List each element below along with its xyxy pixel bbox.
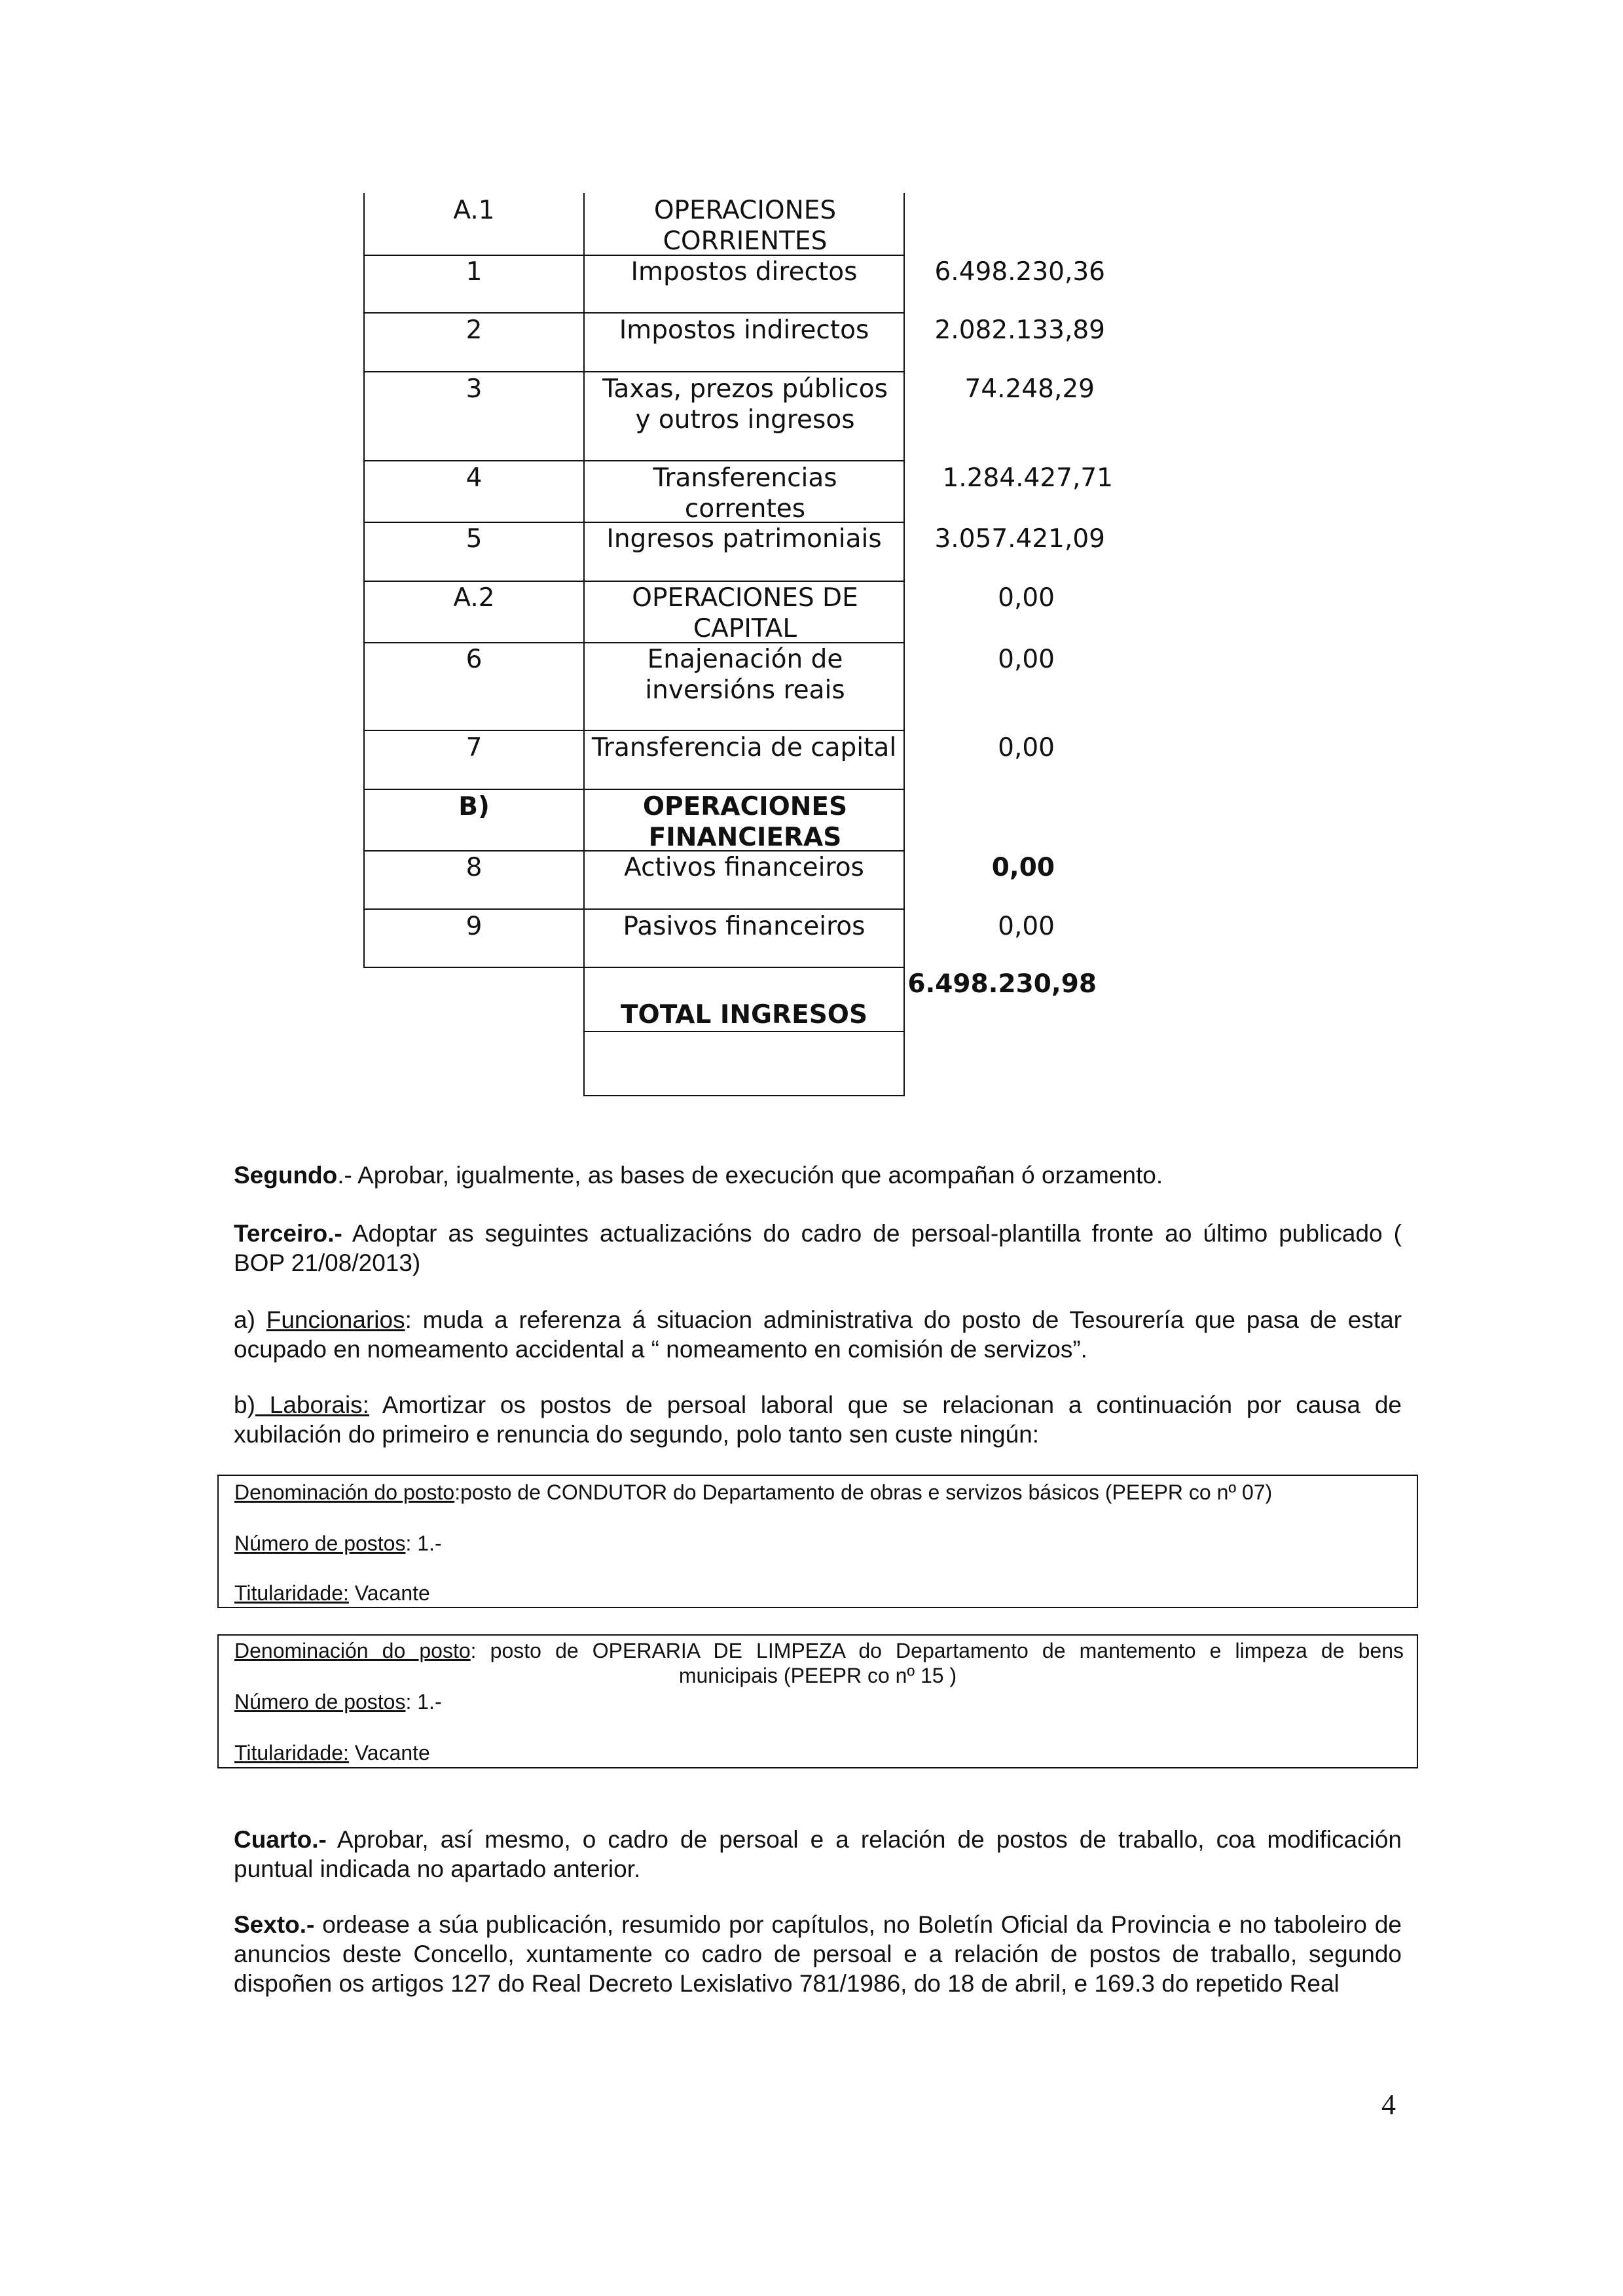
sexto-label: Sexto.- [234, 1911, 315, 1938]
row-amount: 0,00 [998, 733, 1055, 762]
total-label: TOTAL INGRESOS [620, 1000, 868, 1030]
row-code: 5 [465, 524, 483, 554]
post-denomination [234, 1638, 1404, 1663]
row-code: A.2 [453, 583, 495, 613]
row-amount: 3.057.421,09 [934, 524, 1105, 554]
row-concept: Transferencia de capital [591, 733, 897, 762]
row-concept: Ingresos patrimoniais [606, 524, 882, 554]
terceiro-label: Terceiro.- [234, 1220, 342, 1247]
row-amount: 0,00 [998, 583, 1055, 613]
post-denomination-text: :posto de CONDUTOR do Departamento de obras e servizos básicos (PEEPR co nº 07) [454, 1480, 1273, 1504]
row-divider [363, 730, 905, 731]
post-ownership-value: Vacante [348, 1741, 430, 1765]
cuarto-paragraph [234, 1825, 1402, 1884]
row-amount: 0,00 [998, 912, 1055, 941]
row-code: A.1 [453, 196, 495, 225]
funcionarios-paragraph [234, 1305, 1402, 1364]
income-table [0, 0, 1623, 1113]
row-concept: Impostos directos [630, 257, 858, 287]
row-concept: OPERACIONES DE CAPITAL [632, 583, 858, 643]
row-code: 9 [465, 912, 483, 941]
row-divider [363, 460, 905, 461]
funcionarios-label: Funcionarios [266, 1306, 405, 1333]
post-ownership [234, 1581, 430, 1605]
laborais-paragraph [234, 1390, 1402, 1449]
segundo-text: .- Aprobar, igualmente, as bases de execución que acompañan ó orzamento. [337, 1162, 1163, 1189]
post-denomination [234, 1480, 1272, 1505]
row-code: 4 [465, 463, 483, 493]
row-divider [363, 789, 905, 790]
row-code: 8 [465, 853, 483, 882]
segundo-label: Segundo [234, 1162, 338, 1189]
row-divider [363, 581, 905, 582]
cuarto-label: Cuarto.- [234, 1826, 327, 1853]
row-divider [583, 1095, 905, 1096]
row-concept: Transferencias correntes [653, 463, 837, 524]
laborais-prefix: b) [234, 1391, 255, 1418]
funcionarios-text: : muda a referenza á situacion administrativa do posto de Tesourería que pasa de estar ocupado en nomeamento accidental a “ nomeamento en comisión de servizos”. [234, 1306, 1402, 1363]
post-number-label: Número de postos [234, 1532, 406, 1555]
row-concept: Activos financeiros [624, 853, 864, 882]
sexto-text: ordease a súa publicación, resumido por capítulos, no Boletín Oficial da Provincia e no taboleiro de anuncios deste Concello, xuntamente co cadro de persoal e a relación de postos de traballo, segundo dispoñen os artigos 127 do Real Decreto Lexislativo 781/1986, do 18 de abril, e 169.3 do repetido Real [234, 1911, 1402, 1997]
row-concept: Enajenación de inversións reais [645, 645, 845, 705]
row-concept: Pasivos financeiros [623, 912, 866, 941]
post-ownership-value: Vacante [348, 1581, 430, 1605]
laborais-text: Amortizar os postos de persoal laboral que se relacionan a continuación por causa de xubilación do primeiro e renuncia do segundo, polo tanto sen custe ningún: [234, 1391, 1402, 1448]
post-denomination-label: Denominación do posto [234, 1639, 471, 1662]
row-concept: OPERACIONES FINANCIERAS [642, 792, 848, 852]
post-number-value: : 1.- [405, 1532, 442, 1555]
row-concept: OPERACIONES CORRIENTES [653, 196, 837, 256]
row-code: 3 [465, 374, 483, 404]
row-divider [363, 371, 905, 372]
terceiro-paragraph [234, 1219, 1402, 1278]
row-amount: 1.284.427,71 [942, 463, 1113, 493]
post-box [217, 1475, 1418, 1608]
segundo-paragraph [234, 1160, 1402, 1190]
terceiro-text: Adoptar as seguintes actualizacións do cadro de persoal-plantilla fronte ao último publicado ( BOP 21/08/2013) [234, 1220, 1402, 1276]
row-amount: 0,00 [991, 853, 1055, 882]
laborais-label: Laborais: [255, 1391, 369, 1418]
row-amount: 2.082.133,89 [934, 315, 1105, 345]
post-number-label: Número de postos [234, 1690, 406, 1713]
funcionarios-prefix: a) [234, 1306, 266, 1333]
row-concept: Impostos indirectos [619, 315, 869, 345]
row-amount: 6.498.230,36 [934, 257, 1105, 287]
row-amount: 0,00 [998, 645, 1055, 674]
row-concept: Taxas, prezos públicos y outros ingresos [602, 374, 888, 435]
cuarto-text: Aprobar, así mesmo, o cadro de persoal e a relación de postos de traballo, coa modificación puntual indicada no apartado anterior. [234, 1826, 1402, 1882]
post-box [217, 1634, 1418, 1768]
row-amount: 74.248,29 [964, 374, 1095, 404]
post-ownership-label: Titularidade: [234, 1741, 349, 1765]
row-code: B) [458, 792, 490, 821]
post-denomination-label: Denominación do posto [234, 1480, 455, 1504]
row-code: 6 [465, 645, 483, 674]
post-denomination-cont: municipais (PEEPR co nº 15 ) [678, 1664, 957, 1687]
post-number [234, 1689, 442, 1714]
row-divider [363, 908, 905, 910]
post-denomination-text: : posto de OPERARIA DE LIMPEZA do Departamento de mantemento e limpeza de bens [470, 1639, 1404, 1662]
sexto-paragraph [234, 1910, 1402, 1998]
page-number: 4 [1381, 2089, 1396, 2121]
row-code: 1 [465, 257, 483, 287]
row-divider [363, 967, 905, 968]
row-divider [583, 1031, 905, 1032]
post-number [234, 1531, 442, 1556]
row-code: 2 [465, 315, 483, 345]
post-ownership-label: Titularidade: [234, 1581, 349, 1605]
row-code: 7 [465, 733, 483, 762]
total-amount: 6.498.230,98 [907, 969, 1097, 999]
post-number-value: : 1.- [405, 1690, 442, 1713]
post-ownership [234, 1740, 430, 1765]
row-divider [363, 312, 905, 314]
